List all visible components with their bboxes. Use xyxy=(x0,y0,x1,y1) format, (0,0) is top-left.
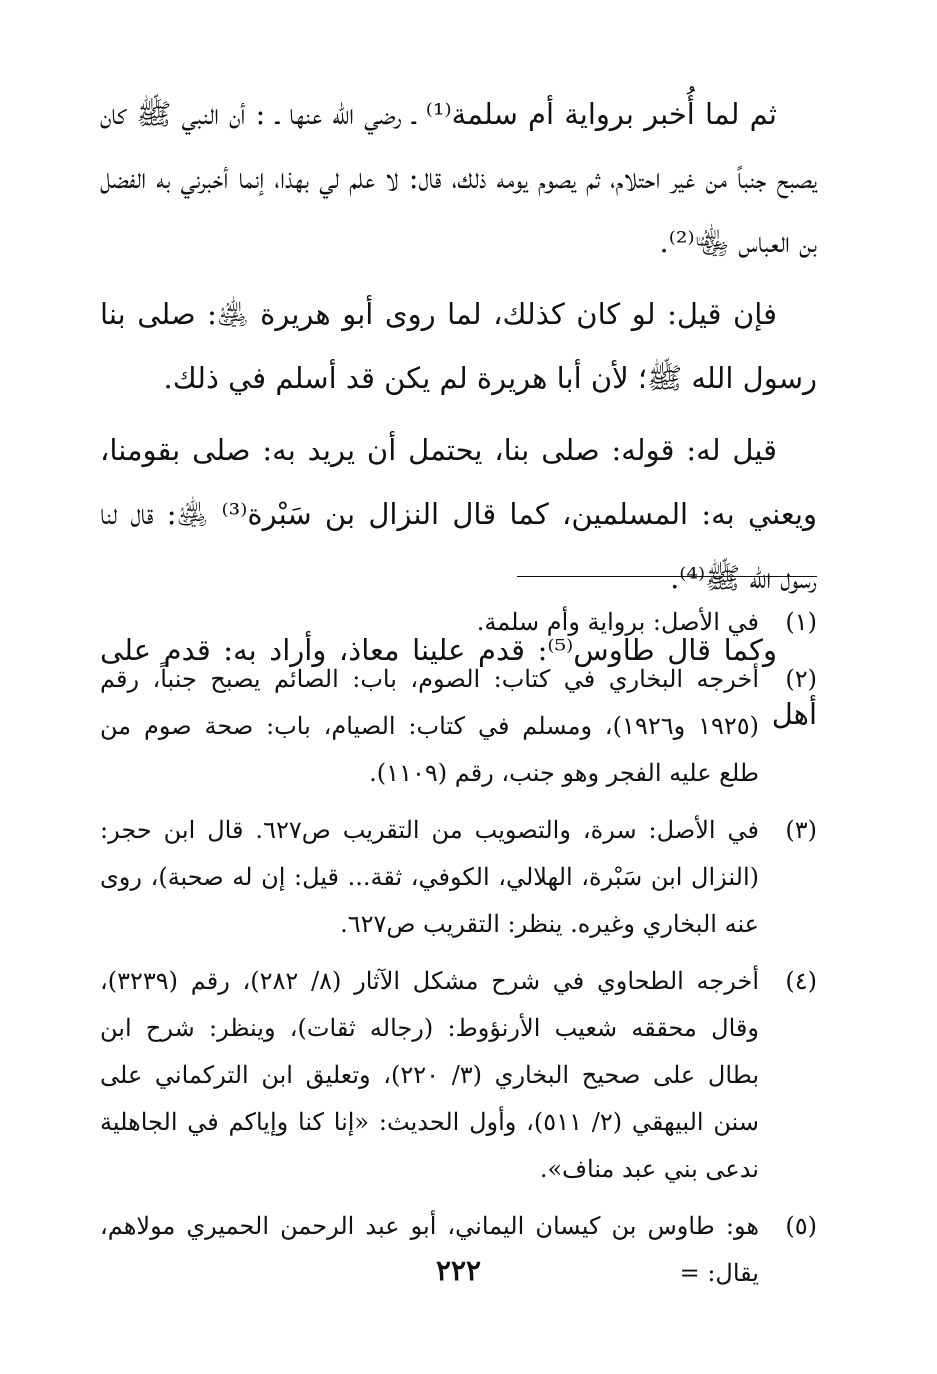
footnote-1 xyxy=(100,599,817,646)
footnote-number: (٤) xyxy=(785,967,817,995)
footnote-text: هو: طاوس بن كيسان اليماني، أبو عبد الرحمن الحميري مولاهم، يقال: = xyxy=(100,1212,759,1287)
footnote-number: (٣) xyxy=(785,816,817,844)
footnote-text: في الأصل: سرة، والتصويب من التقريب ص٦٢٧. قال ابن حجر: (النزال ابن سَبْرة، الهلالي، الكوفي، ثقة... قيل: إن له صحبة)، روى عنه البخاري وغيره. ينظر: التقريب ص٦٢٧. xyxy=(100,816,759,938)
footnotes xyxy=(100,599,817,1307)
footnote-number: (١) xyxy=(785,608,817,636)
footnote-2 xyxy=(100,656,817,797)
footnote-4 xyxy=(100,958,817,1193)
paragraph-3: قيل له: قوله: صلى بنا، يحتمل أن يريد به: صلى بقومنا، ويعني به: المسلمين، كما قال النزال بن سَبْرة⁽³⁾ ﵁: قال لنا رسول الله ﷺ⁽⁴⁾. xyxy=(100,433,817,595)
footnote-text: أخرجه الطحاوي في شرح مشكل الآثار (٨/ ٢٨٢)، رقم (٣٢٣٩)، وقال محققه شعيب الأرنؤوط: (رجاله ثقات)، وينظر: شرح ابن بطال على صحيح البخاري (٣/ ٢٢٠)، وتعليق ابن التركماني على سنن البيهقي (٢/ ٥١١)، وأول الحديث: «إنا كنا وإياكم في الجاهلية ندعى بني عبد مناف». xyxy=(100,967,760,1183)
paragraph-2: فإن قيل: لو كان كذلك، لما روى أبو هريرة ﵁: صلى بنا رسول الله ﷺ؛ لأن أبا هريرة لم يكن قد أسلم في ذلك. xyxy=(100,297,817,395)
footnote-number: (٥) xyxy=(785,1212,817,1240)
footnote-separator xyxy=(517,576,817,577)
paragraph-4: وكما قال طاوس⁽⁵⁾: قدم علينا معاذ، وأراد به: قدم على أهل xyxy=(100,633,817,731)
footnote-number: (٢) xyxy=(785,665,817,693)
book-page xyxy=(100,82,817,1352)
page-number: ٢٢٢ xyxy=(435,1254,482,1287)
footnote-text: أخرجه البخاري في كتاب: الصوم، باب: الصائم يصبح جنباً، رقم (١٩٢٥ و١٩٢٦)، ومسلم في كتاب: الصيام، باب: صحة صوم من طلع عليه الفجر وهو جنب، رقم (١١٠٩). xyxy=(100,665,760,787)
footnote-text: في الأصل: برواية وأم سلمة. xyxy=(476,608,759,636)
paragraph-1: ثم لما أُخبر برواية أم سلمة⁽¹⁾ ـ رضي الله عنها ـ : أن النبي ﷺ كان يصبح جنباً من غير احتلام، ثم يصوم يومه ذلك، قال: لا علم لي بهذا، إنما أخبرني به الفضل بن العباس ﵄⁽²⁾. xyxy=(100,97,817,259)
footnote-3 xyxy=(100,807,817,948)
